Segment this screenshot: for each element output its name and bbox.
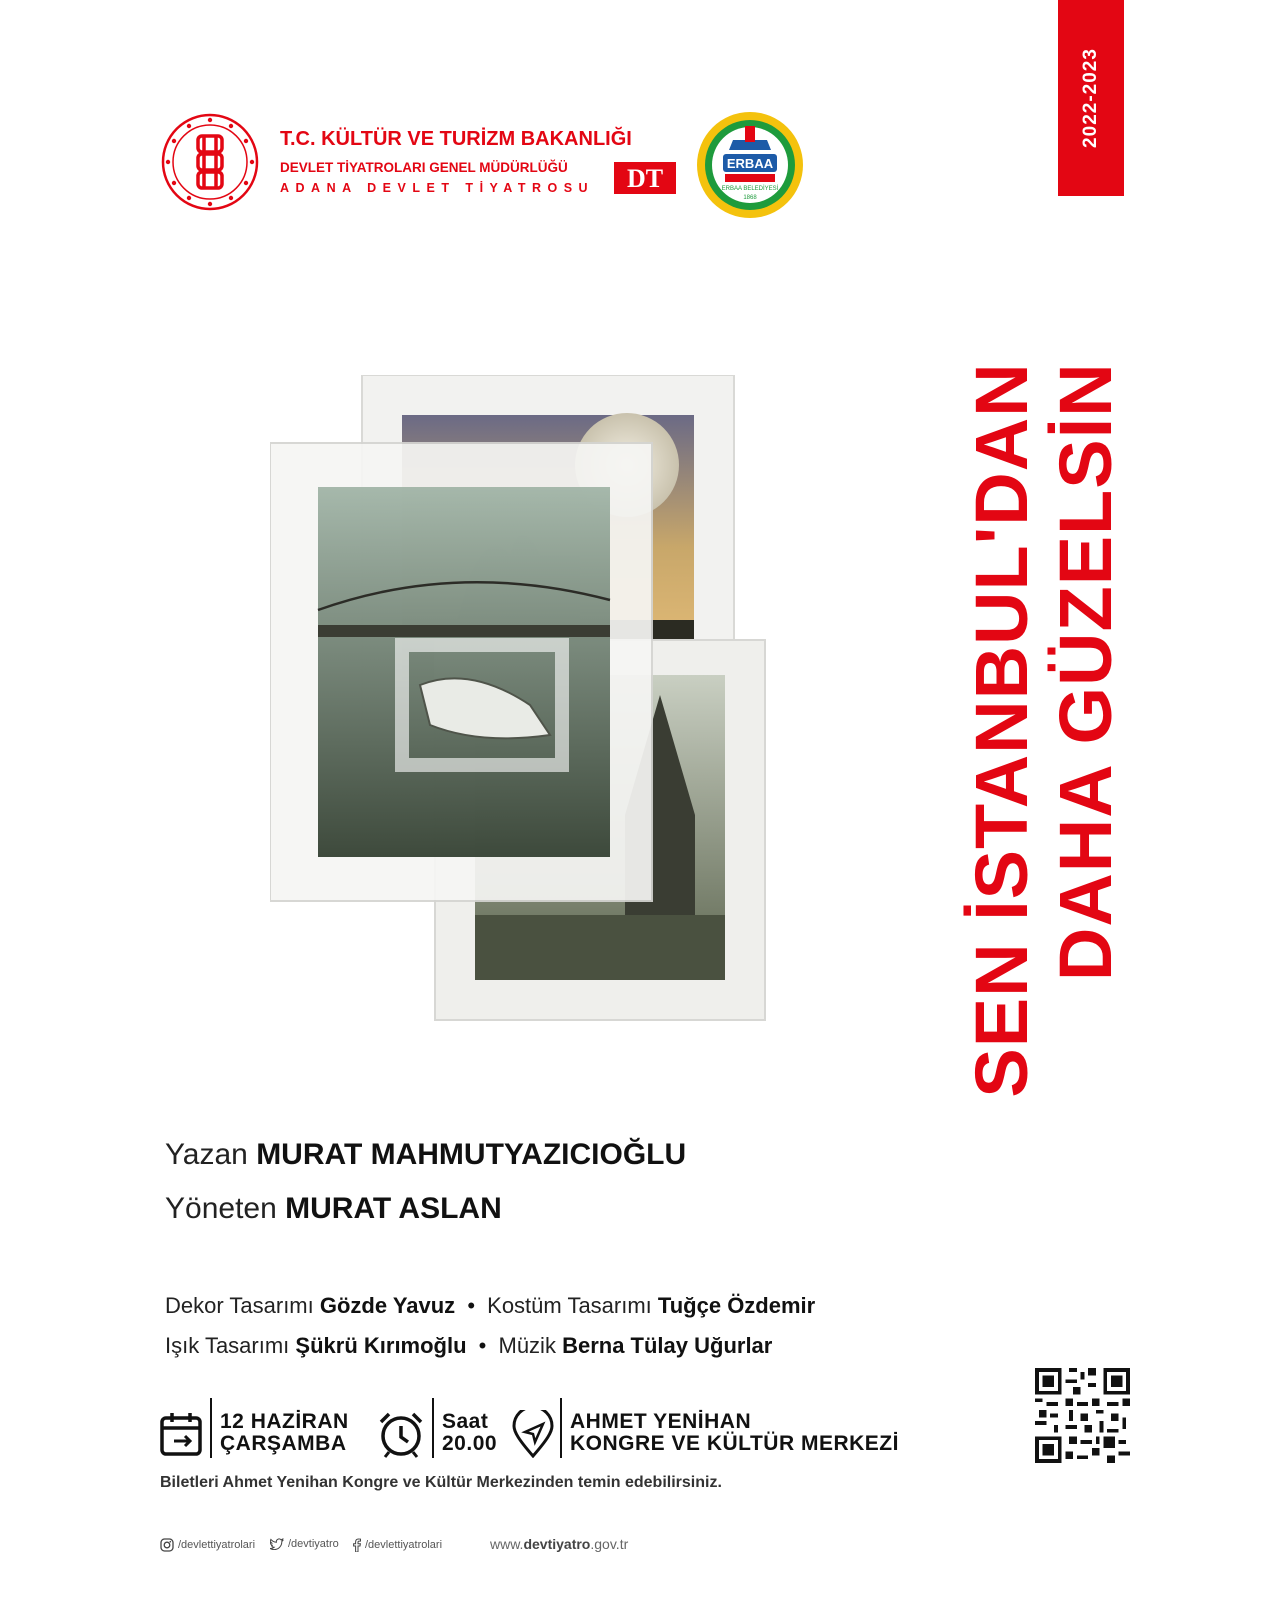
divider: [432, 1398, 434, 1458]
event-time: [442, 1411, 497, 1455]
light-label: Işık Tasarımı: [165, 1333, 290, 1358]
music-label: Müzik: [498, 1333, 556, 1358]
facebook-icon: [352, 1538, 361, 1552]
costume-label: Kostüm Tasarımı: [487, 1293, 652, 1318]
theatre-name: ADANA DEVLET TİYATROSU: [280, 181, 595, 195]
twitter-handle: /devtiyatro: [288, 1538, 339, 1550]
twitter-icon: [270, 1538, 284, 1550]
event-date: [220, 1411, 349, 1455]
event-date-weekday: ÇARŞAMBA: [220, 1432, 347, 1455]
website-prefix: www.: [490, 1536, 524, 1552]
writer-credit: [165, 1138, 686, 1172]
website-suffix: .gov.tr: [590, 1536, 629, 1552]
qr-code[interactable]: [1035, 1368, 1130, 1463]
location-icon: [512, 1410, 554, 1458]
dt-logo: [614, 162, 676, 194]
event-venue-line-2: KONGRE VE KÜLTÜR MERKEZİ: [570, 1432, 899, 1455]
footer-facebook[interactable]: [352, 1538, 442, 1552]
season-tab: [1058, 0, 1124, 196]
event-venue-line-1: AHMET YENİHAN: [570, 1410, 752, 1433]
divider: [210, 1398, 212, 1458]
writer-label: Yazan: [165, 1138, 248, 1171]
instagram-handle: /devlettiyatrolari: [178, 1539, 256, 1551]
director-label: Yöneten: [165, 1192, 277, 1225]
light-name: Şükrü Kırımoğlu: [295, 1333, 467, 1358]
event-time-label: Saat: [442, 1410, 489, 1433]
director-name: MURAT ASLAN: [285, 1192, 502, 1225]
erbaa-municipality-logo: [695, 110, 805, 220]
facebook-handle: /devlettiyatrolari: [365, 1539, 443, 1551]
decor-label: Dekor Tasarımı: [165, 1293, 314, 1318]
erbaa-logo-text: ERBAA: [726, 156, 774, 171]
writer-name: MURAT MAHMUTYAZICIOĞLU: [256, 1138, 687, 1171]
footer-twitter[interactable]: [270, 1538, 339, 1550]
footer-website-link[interactable]: [490, 1536, 628, 1552]
play-title-line-2: DAHA GÜZELSİN: [1043, 362, 1127, 982]
event-date-day: 12 HAZİRAN: [220, 1410, 349, 1433]
play-title: [956, 340, 1131, 1120]
dt-logo-text: DT: [626, 164, 664, 193]
design-credits-line-1: [165, 1293, 815, 1319]
ministry-name: T.C. KÜLTÜR VE TURİZM BAKANLIĞI: [280, 128, 632, 150]
costume-name: Tuğçe Özdemir: [657, 1293, 816, 1318]
clock-icon: [377, 1410, 425, 1458]
separator-dot: •: [478, 1333, 487, 1358]
calendar-icon: [160, 1412, 202, 1456]
separator-dot: •: [467, 1293, 476, 1318]
season-label: 2022-2023: [1080, 48, 1101, 148]
ministry-emblem-icon: [160, 112, 260, 212]
footer-instagram[interactable]: [160, 1538, 255, 1552]
framed-photos-illustration: [270, 375, 810, 1055]
decor-name: Gözde Yavuz: [319, 1293, 456, 1318]
instagram-icon: [160, 1538, 174, 1552]
event-venue: [570, 1411, 899, 1455]
play-title-line-1: SEN İSTANBUL'DAN: [959, 362, 1043, 1098]
director-credit: [165, 1192, 502, 1226]
website-domain: devtiyatro: [523, 1536, 591, 1552]
divider: [560, 1398, 562, 1458]
erbaa-sub-text: ERBAA BELEDİYESİ: [721, 186, 779, 192]
music-name: Berna Tülay Uğurlar: [562, 1333, 773, 1358]
design-credits-line-2: [165, 1333, 772, 1359]
directorate-name: DEVLET TİYATROLARI GENEL MÜDÜRLÜĞÜ: [280, 160, 568, 175]
event-time-value: 20.00: [442, 1432, 498, 1455]
ticket-info: Biletleri Ahmet Yenihan Kongre ve Kültür Merkezinden temin edebilirsiniz.: [160, 1474, 722, 1491]
erbaa-year: 1868: [743, 195, 757, 201]
